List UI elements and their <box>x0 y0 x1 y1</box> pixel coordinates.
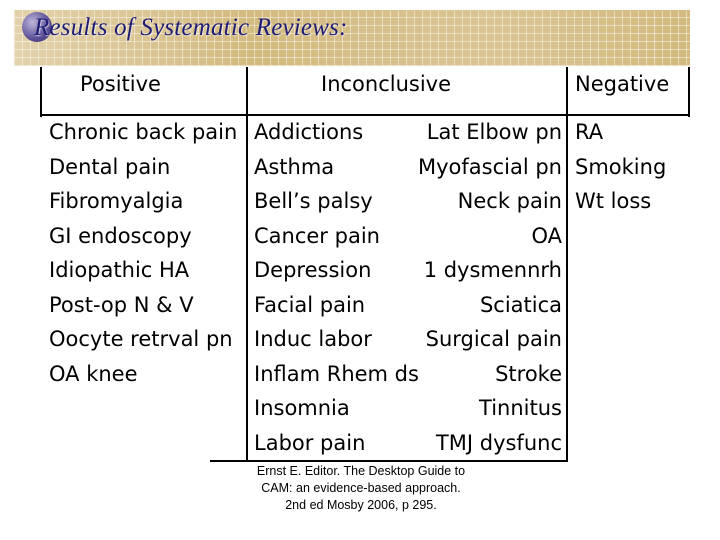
list-item: TMJ dysfunc <box>435 430 562 455</box>
list-item: Tinnitus <box>479 396 562 420</box>
list-item: Sciatica <box>479 292 562 317</box>
list-item: Stroke <box>495 361 562 386</box>
list-item: OA knee <box>49 361 138 386</box>
list-item: Insomnia <box>254 396 350 420</box>
list-item: Lat Elbow pn <box>426 120 562 144</box>
list-item: Inflam Rhem ds <box>254 361 419 386</box>
list-item: Cancer pain <box>254 223 380 248</box>
list-item: Asthma <box>254 154 335 179</box>
list-item: Surgical pain <box>425 327 562 351</box>
list-item: Neck pain <box>457 189 562 213</box>
slide-title: Results of Systematic Reviews: <box>34 14 348 41</box>
list-item: Fibromyalgia <box>49 189 184 213</box>
list-item: Facial pain <box>254 292 366 317</box>
inconclusive-list-right <box>380 115 562 460</box>
column-header-negative: Negative <box>575 72 670 96</box>
table-divider <box>246 67 248 462</box>
list-item: Idiopathic HA <box>49 258 190 282</box>
list-item: Labor pain <box>254 430 366 455</box>
list-item: GI endoscopy <box>49 223 192 248</box>
table-bottom-rule <box>210 460 568 462</box>
list-item: Oocyte retrval pn <box>49 327 233 351</box>
list-item: Wt loss <box>575 189 652 213</box>
list-item: Chronic back pain <box>49 120 238 144</box>
table-divider <box>688 67 690 117</box>
list-item: RA <box>575 120 604 144</box>
list-item: Bell’s palsy <box>254 189 373 213</box>
list-item: 1 dysmennrh <box>423 258 562 282</box>
table-divider <box>40 67 42 117</box>
list-item: Myofascial pn <box>418 154 562 179</box>
negative-list <box>575 115 666 219</box>
list-item: Dental pain <box>49 154 171 179</box>
list-item: Smoking <box>575 154 667 179</box>
list-item: Depression <box>254 258 372 282</box>
column-header-positive: Positive <box>80 72 161 96</box>
column-header-inconclusive: Inconclusive <box>321 72 452 96</box>
list-item: Induc labor <box>254 327 372 351</box>
list-item: Post-op N & V <box>49 292 194 317</box>
table-divider <box>566 67 568 462</box>
results-table <box>40 67 690 462</box>
positive-list <box>49 115 237 391</box>
citation: Ernst E. Editor. The Desktop Guide to CAM: an evidence-based approach. 2nd ed Mosby 2006, p 295. <box>256 464 466 512</box>
list-item: OA <box>531 223 562 248</box>
slide-header <box>0 0 720 72</box>
list-item: Addictions <box>254 120 364 144</box>
